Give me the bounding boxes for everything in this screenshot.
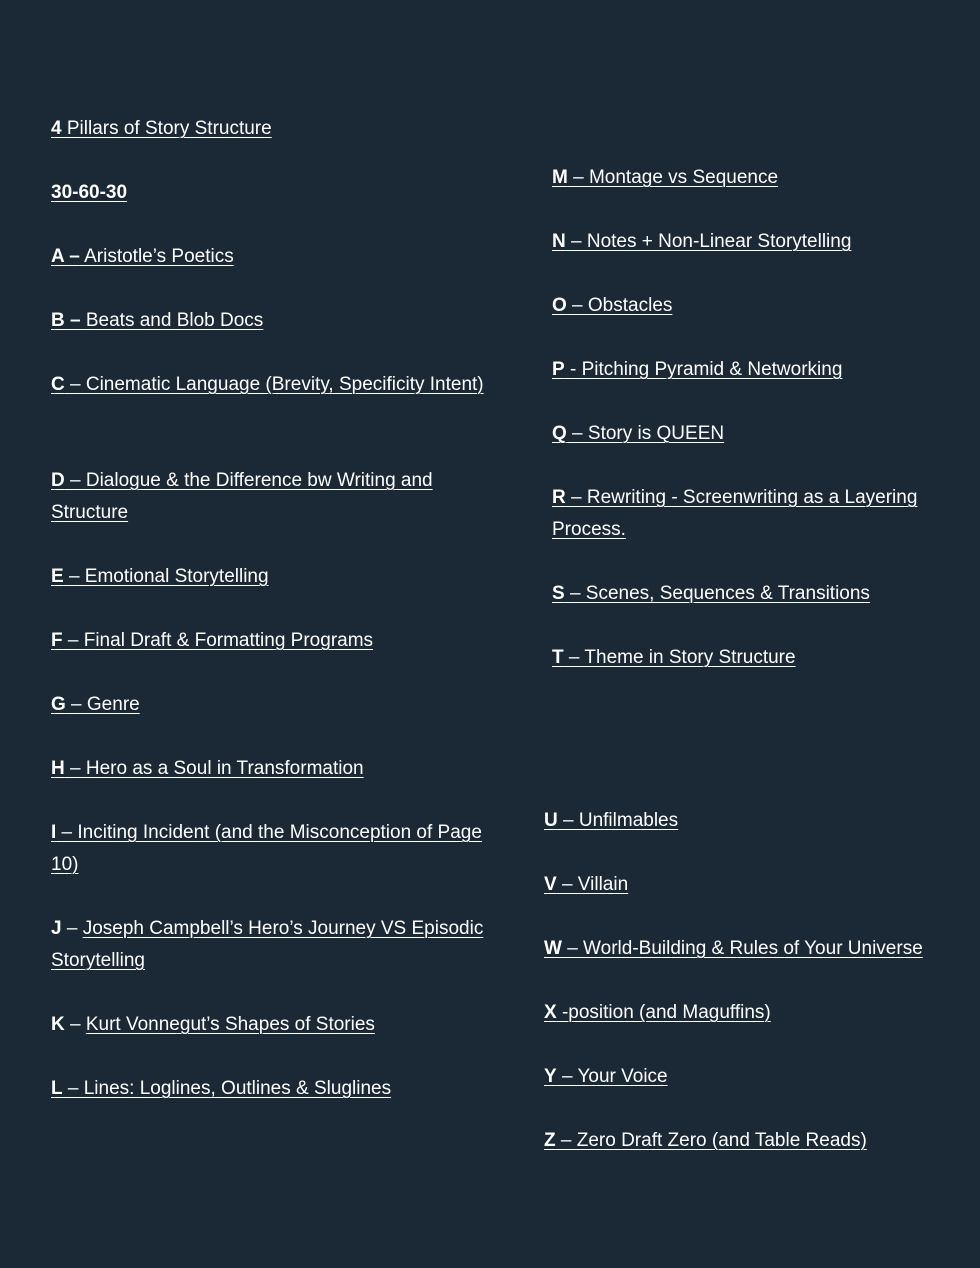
link-t-theme[interactable]: T – Theme in Story Structure <box>552 647 796 668</box>
link-n-notes[interactable]: N – Notes + Non-Linear Storytelling <box>552 231 852 252</box>
link-k-kurt-vonnegut[interactable]: K – Kurt Vonnegut’s Shapes of Stories <box>51 1014 375 1035</box>
link-q-story-is-queen[interactable]: Q – Story is QUEEN <box>552 423 725 444</box>
link-v-villain[interactable]: V – Villain <box>544 874 629 895</box>
link-c-cinematic-language[interactable]: C – Cinematic Language (Brevity, Specificity Intent) <box>51 374 484 395</box>
link-4-pillars[interactable]: 4 Pillars of Story Structure <box>51 118 272 139</box>
link-f-final-draft[interactable]: F – Final Draft & Formatting Programs <box>51 630 374 651</box>
link-h-hero[interactable]: H – Hero as a Soul in Transformation <box>51 758 364 779</box>
link-l-lines[interactable]: L – Lines: Loglines, Outlines & Sluglines <box>51 1078 392 1099</box>
link-m-montage[interactable]: M – Montage vs Sequence <box>552 167 779 188</box>
link-w-world-building[interactable]: W – World-Building & Rules of Your Universe <box>544 938 923 959</box>
link-d-dialogue[interactable]: D – Dialogue & the Difference bw Writing and Structure <box>51 470 433 523</box>
link-x-position[interactable]: X -position (and Maguffins) <box>544 1002 771 1023</box>
link-b-beats[interactable]: B – Beats and Blob Docs <box>51 310 264 331</box>
link-u-unfilmables[interactable]: U – Unfilmables <box>544 810 679 831</box>
link-p-pitching[interactable]: P - Pitching Pyramid & Networking <box>552 359 843 380</box>
link-e-emotional[interactable]: E – Emotional Storytelling <box>51 566 269 587</box>
link-g-genre[interactable]: G – Genre <box>51 694 140 715</box>
link-y-your-voice[interactable]: Y – Your Voice <box>544 1066 668 1087</box>
link-i-inciting-incident[interactable]: I – Inciting Incident (and the Misconception of Page 10) <box>51 822 482 875</box>
link-s-scenes[interactable]: S – Scenes, Sequences & Transitions <box>552 583 870 604</box>
link-o-obstacles[interactable]: O – Obstacles <box>552 295 673 316</box>
link-r-rewriting[interactable]: R – Rewriting - Screenwriting as a Layering Process. <box>552 487 918 540</box>
link-a-aristotle[interactable]: A – Aristotle’s Poetics <box>51 246 234 267</box>
link-30-60-30[interactable]: 30-60-30 <box>51 182 128 203</box>
link-j-joseph-campbell[interactable]: J – Joseph Campbell’s Hero’s Journey VS Episodic Storytelling <box>51 918 484 971</box>
link-z-zero-draft[interactable]: Z – Zero Draft Zero (and Table Reads) <box>544 1130 867 1151</box>
